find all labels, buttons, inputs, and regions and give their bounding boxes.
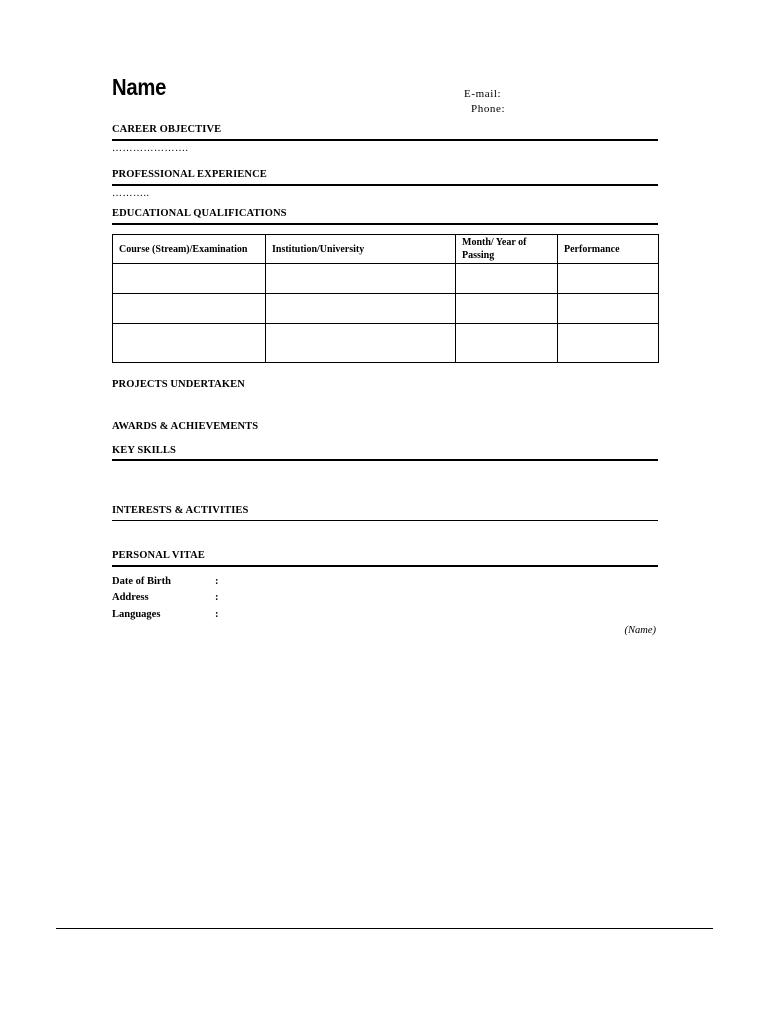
languages-separator: : (215, 609, 219, 620)
phone-label: Phone: (471, 103, 506, 115)
awards-heading: AWARDS & ACHIEVEMENTS (112, 421, 259, 432)
education-table-header-row (113, 235, 659, 264)
column-header-performance: Performance (558, 235, 659, 264)
table-cell (266, 324, 456, 363)
table-cell (266, 264, 456, 294)
career-objective-heading: CAREER OBJECTIVE (112, 124, 222, 135)
signature-name: (Name) (624, 625, 656, 636)
table-cell (558, 324, 659, 363)
table-cell (456, 264, 558, 294)
personal-vitae-heading: PERSONAL VITAE (112, 550, 205, 561)
table-row (113, 294, 659, 324)
professional-experience-content: ……….. (112, 188, 150, 199)
personal-vitae-rule (112, 565, 658, 567)
educational-qualifications-rule (112, 223, 658, 225)
date-of-birth-label: Date of Birth (112, 576, 171, 587)
table-cell (558, 264, 659, 294)
education-table (112, 234, 659, 363)
table-cell (113, 264, 266, 294)
table-cell (113, 324, 266, 363)
educational-qualifications-heading: EDUCATIONAL QUALIFICATIONS (112, 208, 287, 219)
column-header-institution: Institution/University (266, 235, 456, 264)
interests-heading: INTERESTS & ACTIVITIES (112, 505, 249, 516)
column-header-course: Course (Stream)/Examination (113, 235, 266, 264)
address-label: Address (112, 592, 149, 603)
key-skills-heading: KEY SKILLS (112, 445, 176, 456)
languages-label: Languages (112, 609, 161, 620)
table-row (113, 324, 659, 363)
table-row (113, 264, 659, 294)
address-separator: : (215, 592, 219, 603)
interests-rule (112, 520, 658, 521)
email-label: E-mail: (464, 88, 502, 100)
career-objective-rule (112, 139, 658, 141)
column-header-passing: Month/ Year of Passing (456, 235, 558, 264)
table-cell (266, 294, 456, 324)
professional-experience-heading: PROFESSIONAL EXPERIENCE (112, 169, 267, 180)
table-cell (558, 294, 659, 324)
table-cell (113, 294, 266, 324)
key-skills-rule (112, 459, 658, 461)
footer-rule (56, 928, 713, 929)
professional-experience-rule (112, 184, 658, 186)
table-cell (456, 294, 558, 324)
table-cell (456, 324, 558, 363)
date-of-birth-separator: : (215, 576, 219, 587)
resume-name: Name (112, 74, 167, 100)
projects-undertaken-heading: PROJECTS UNDERTAKEN (112, 379, 245, 390)
career-objective-content: …………………. (112, 143, 189, 154)
